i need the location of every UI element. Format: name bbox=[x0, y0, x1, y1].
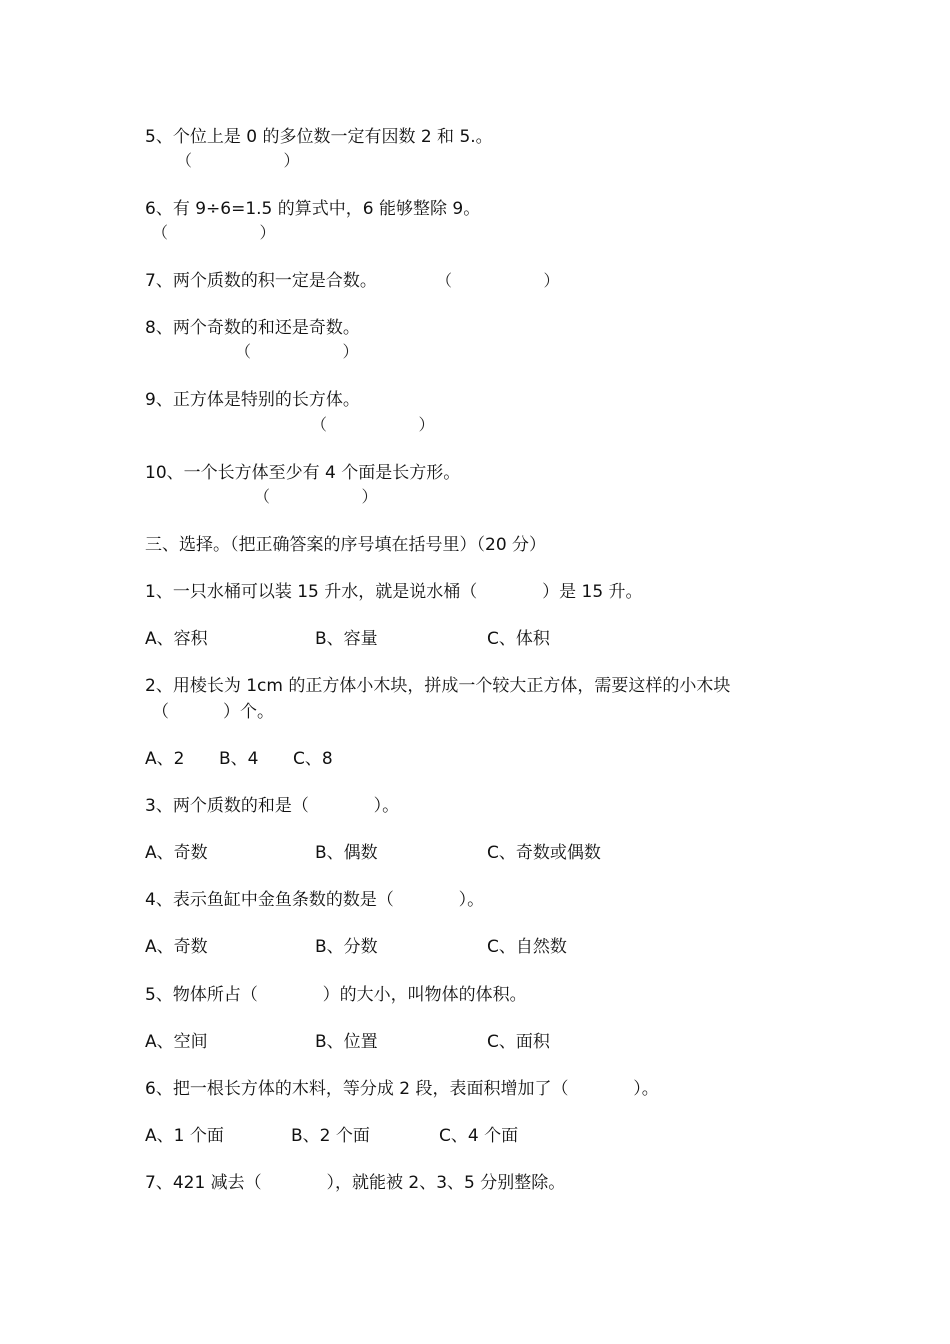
answer-blank[interactable]: （ ） bbox=[235, 342, 359, 361]
judgment-item-6: 6、有 9÷6=1.5 的算式中，6 能够整除 9。 bbox=[145, 199, 481, 219]
option-a[interactable]: A、2 bbox=[145, 749, 185, 769]
question-2-continuation: （ ）个。 bbox=[152, 702, 275, 722]
answer-blank[interactable]: （ ） bbox=[436, 271, 560, 290]
answer-blank[interactable]: （ ） bbox=[152, 223, 276, 242]
answer-blank[interactable]: （ ） bbox=[311, 415, 435, 434]
question-6: 6、把一根长方体的木料，等分成 2 段，表面积增加了（ ）。 bbox=[145, 1079, 659, 1099]
judgment-item-7: 7、两个质数的积一定是合数。 bbox=[145, 271, 377, 291]
question-4: 4、表示鱼缸中金鱼条数的数是（ ）。 bbox=[145, 890, 485, 910]
option-b[interactable]: B、2 个面 bbox=[291, 1126, 370, 1146]
option-c[interactable]: C、自然数 bbox=[487, 937, 567, 957]
option-c[interactable]: C、面积 bbox=[487, 1032, 550, 1052]
option-c[interactable]: C、8 bbox=[293, 749, 333, 769]
question-2: 2、用棱长为 1cm 的正方体小木块，拼成一个较大正方体，需要这样的小木块 bbox=[145, 676, 731, 696]
option-a[interactable]: A、1 个面 bbox=[145, 1126, 224, 1146]
section-heading: 三、选择。（把正确答案的序号填在括号里）（20 分） bbox=[145, 535, 547, 555]
answer-blank[interactable]: （ ） bbox=[254, 487, 378, 506]
option-b[interactable]: B、4 bbox=[219, 749, 259, 769]
question-5: 5、物体所占（ ）的大小，叫物体的体积。 bbox=[145, 985, 527, 1005]
question-3: 3、两个质数的和是（ ）。 bbox=[145, 796, 400, 816]
option-c[interactable]: C、体积 bbox=[487, 629, 550, 649]
judgment-item-5: 5、个位上是 0 的多位数一定有因数 2 和 5.。 bbox=[145, 127, 493, 147]
judgment-item-8: 8、两个奇数的和还是奇数。 bbox=[145, 318, 360, 338]
option-b[interactable]: B、容量 bbox=[315, 629, 378, 649]
answer-blank[interactable]: （ ） bbox=[176, 151, 300, 170]
option-a[interactable]: A、奇数 bbox=[145, 843, 208, 863]
question-7: 7、421 减去（ ），就能被 2、3、5 分别整除。 bbox=[145, 1173, 566, 1193]
question-1: 1、一只水桶可以装 15 升水，就是说水桶（ ）是 15 升。 bbox=[145, 582, 643, 602]
option-b[interactable]: B、偶数 bbox=[315, 843, 378, 863]
option-a[interactable]: A、空间 bbox=[145, 1032, 208, 1052]
option-a[interactable]: A、容积 bbox=[145, 629, 208, 649]
option-a[interactable]: A、奇数 bbox=[145, 937, 208, 957]
option-b[interactable]: B、位置 bbox=[315, 1032, 378, 1052]
judgment-item-9: 9、正方体是特别的长方体。 bbox=[145, 390, 360, 410]
option-c[interactable]: C、4 个面 bbox=[439, 1126, 519, 1146]
option-b[interactable]: B、分数 bbox=[315, 937, 378, 957]
option-c[interactable]: C、奇数或偶数 bbox=[487, 843, 601, 863]
judgment-item-10: 10、一个长方体至少有 4 个面是长方形。 bbox=[145, 463, 461, 483]
